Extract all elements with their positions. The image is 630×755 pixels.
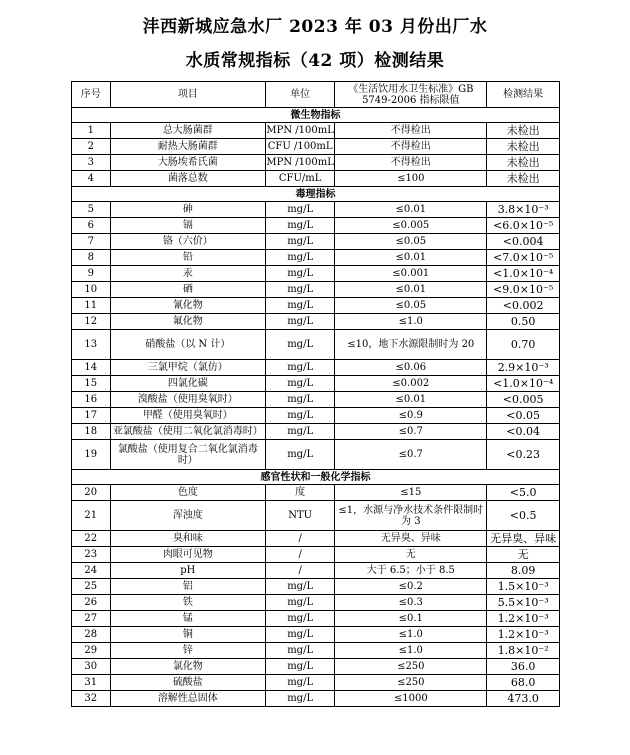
cell-item: 汞: [110, 266, 265, 282]
cell-limit: ≤100: [335, 171, 487, 187]
cell-no: 25: [72, 579, 111, 595]
cell-unit: /: [266, 563, 335, 579]
cell-unit: mg/L: [266, 282, 335, 298]
cell-no: 9: [72, 266, 111, 282]
cell-item: 色度: [110, 485, 265, 501]
cell-no: 19: [72, 440, 111, 470]
cell-no: 13: [72, 330, 111, 360]
section-title: 毒理指标: [72, 187, 560, 202]
cell-unit: mg/L: [266, 627, 335, 643]
cell-no: 2: [72, 139, 111, 155]
table-row: [72, 595, 560, 611]
table-row: [72, 531, 560, 547]
table-row: [72, 250, 560, 266]
table-row: [72, 485, 560, 501]
header-item: 项目: [110, 82, 265, 108]
cell-unit: mg/L: [266, 376, 335, 392]
table-row: [72, 691, 560, 707]
cell-item: 三氯甲烷（氯仿）: [110, 360, 265, 376]
cell-item: 砷: [110, 202, 265, 218]
cell-result: <6.0×10⁻⁵: [487, 218, 560, 234]
section-row: [72, 108, 560, 123]
cell-item: 硫酸盐: [110, 675, 265, 691]
cell-unit: CFU/mL: [266, 171, 335, 187]
cell-limit: ≤10，地下水源限制时为 20: [335, 330, 487, 360]
cell-result: 无: [487, 547, 560, 563]
cell-unit: mg/L: [266, 611, 335, 627]
cell-item: 硒: [110, 282, 265, 298]
cell-limit: ≤0.7: [335, 440, 487, 470]
cell-unit: CFU /100mL: [266, 139, 335, 155]
cell-no: 1: [72, 123, 111, 139]
cell-item: 臭和味: [110, 531, 265, 547]
cell-result: <0.04: [487, 424, 560, 440]
cell-result: 0.50: [487, 314, 560, 330]
table-row: [72, 155, 560, 171]
cell-item: 铜: [110, 627, 265, 643]
cell-result: 68.0: [487, 675, 560, 691]
table-row: [72, 266, 560, 282]
cell-item: 锌: [110, 643, 265, 659]
cell-unit: mg/L: [266, 675, 335, 691]
cell-item: 菌落总数: [110, 171, 265, 187]
cell-no: 18: [72, 424, 111, 440]
cell-limit: ≤0.002: [335, 376, 487, 392]
cell-item: 浑浊度: [110, 501, 265, 531]
table-row: [72, 202, 560, 218]
cell-no: 7: [72, 234, 111, 250]
cell-limit: ≤0.01: [335, 392, 487, 408]
cell-unit: mg/L: [266, 659, 335, 675]
cell-unit: 度: [266, 485, 335, 501]
cell-no: 16: [72, 392, 111, 408]
cell-result: 未检出: [487, 123, 560, 139]
cell-no: 27: [72, 611, 111, 627]
table-row: [72, 501, 560, 531]
table-header-row: [72, 82, 560, 108]
cell-result: 无异臭、异味: [487, 531, 560, 547]
cell-unit: mg/L: [266, 392, 335, 408]
table-row: [72, 376, 560, 392]
cell-no: 5: [72, 202, 111, 218]
section-title: 感官性状和一般化学指标: [72, 470, 560, 485]
cell-no: 24: [72, 563, 111, 579]
table-row: [72, 123, 560, 139]
cell-item: 四氯化碳: [110, 376, 265, 392]
cell-limit: ≤0.7: [335, 424, 487, 440]
cell-result: 36.0: [487, 659, 560, 675]
cell-result: 3.8×10⁻³: [487, 202, 560, 218]
table-row: [72, 330, 560, 360]
cell-item: 锰: [110, 611, 265, 627]
table-row: [72, 627, 560, 643]
cell-result: 1.2×10⁻³: [487, 627, 560, 643]
cell-no: 26: [72, 595, 111, 611]
table-row: [72, 234, 560, 250]
cell-result: <1.0×10⁻⁴: [487, 376, 560, 392]
table-row: [72, 282, 560, 298]
cell-unit: MPN /100mL: [266, 123, 335, 139]
cell-result: 未检出: [487, 171, 560, 187]
cell-item: 亚氯酸盐（使用二氧化氯消毒时）: [110, 424, 265, 440]
cell-unit: NTU: [266, 501, 335, 531]
cell-unit: mg/L: [266, 218, 335, 234]
cell-limit: ≤0.01: [335, 282, 487, 298]
cell-result: 未检出: [487, 139, 560, 155]
table-row: [72, 675, 560, 691]
cell-item: 溴酸盐（使用臭氧时）: [110, 392, 265, 408]
cell-result: <7.0×10⁻⁵: [487, 250, 560, 266]
cell-result: 1.5×10⁻³: [487, 579, 560, 595]
cell-result: 0.70: [487, 330, 560, 360]
cell-limit: ≤0.001: [335, 266, 487, 282]
cell-result: <9.0×10⁻⁵: [487, 282, 560, 298]
cell-item: pH: [110, 563, 265, 579]
table-row: [72, 424, 560, 440]
cell-unit: mg/L: [266, 298, 335, 314]
table-row: [72, 611, 560, 627]
cell-limit: ≤0.06: [335, 360, 487, 376]
table-row: [72, 547, 560, 563]
cell-no: 29: [72, 643, 111, 659]
table-row: [72, 360, 560, 376]
cell-unit: /: [266, 547, 335, 563]
cell-unit: mg/L: [266, 579, 335, 595]
cell-unit: mg/L: [266, 360, 335, 376]
cell-no: 21: [72, 501, 111, 531]
cell-no: 22: [72, 531, 111, 547]
cell-limit: ≤250: [335, 659, 487, 675]
table-row: [72, 314, 560, 330]
cell-result: <0.002: [487, 298, 560, 314]
cell-item: 铝: [110, 579, 265, 595]
table-row: [72, 643, 560, 659]
cell-unit: mg/L: [266, 330, 335, 360]
cell-limit: ≤1000: [335, 691, 487, 707]
cell-item: 总大肠菌群: [110, 123, 265, 139]
cell-no: 30: [72, 659, 111, 675]
water-quality-table: [71, 81, 560, 707]
cell-limit: ≤250: [335, 675, 487, 691]
cell-limit: ≤0.9: [335, 408, 487, 424]
section-title: 微生物指标: [72, 108, 560, 123]
cell-limit: ≤1，水源与净水技术条件限制时为 3: [335, 501, 487, 531]
cell-unit: /: [266, 531, 335, 547]
cell-limit: ≤1.0: [335, 643, 487, 659]
table-row: [72, 659, 560, 675]
cell-unit: mg/L: [266, 202, 335, 218]
cell-limit: ≤15: [335, 485, 487, 501]
cell-unit: mg/L: [266, 314, 335, 330]
table-row: [72, 579, 560, 595]
cell-result: 未检出: [487, 155, 560, 171]
cell-limit: ≤0.05: [335, 234, 487, 250]
cell-limit: 无异臭、异味: [335, 531, 487, 547]
table-row: [72, 563, 560, 579]
document-title-line-2: 水质常规指标（42 项）检测结果: [185, 51, 445, 71]
cell-result: <5.0: [487, 485, 560, 501]
cell-result: <0.005: [487, 392, 560, 408]
cell-unit: mg/L: [266, 643, 335, 659]
cell-result: <0.05: [487, 408, 560, 424]
cell-limit: ≤0.05: [335, 298, 487, 314]
cell-result: 1.2×10⁻³: [487, 611, 560, 627]
cell-limit: ≤0.005: [335, 218, 487, 234]
header-no: 序号: [72, 82, 111, 108]
cell-limit: ≤0.2: [335, 579, 487, 595]
cell-result: 2.9×10⁻³: [487, 360, 560, 376]
cell-limit: 不得检出: [335, 139, 487, 155]
cell-item: 镉: [110, 218, 265, 234]
cell-limit: ≤0.01: [335, 250, 487, 266]
cell-item: 氰化物: [110, 298, 265, 314]
cell-result: 1.8×10⁻²: [487, 643, 560, 659]
section-row: [72, 470, 560, 485]
header-limit: 《生活饮用水卫生标准》GB 5749-2006 指标限值: [335, 82, 487, 108]
cell-no: 4: [72, 171, 111, 187]
cell-item: 耐热大肠菌群: [110, 139, 265, 155]
cell-item: 溶解性总固体: [110, 691, 265, 707]
cell-no: 10: [72, 282, 111, 298]
cell-limit: 大于 6.5；小于 8.5: [335, 563, 487, 579]
cell-no: 11: [72, 298, 111, 314]
table-row: [72, 218, 560, 234]
cell-result: <0.23: [487, 440, 560, 470]
cell-result: 473.0: [487, 691, 560, 707]
cell-limit: 无: [335, 547, 487, 563]
cell-unit: mg/L: [266, 234, 335, 250]
cell-limit: 不得检出: [335, 123, 487, 139]
cell-result: 5.5×10⁻³: [487, 595, 560, 611]
cell-item: 铁: [110, 595, 265, 611]
table-row: [72, 139, 560, 155]
cell-unit: mg/L: [266, 250, 335, 266]
table-row: [72, 408, 560, 424]
cell-no: 6: [72, 218, 111, 234]
cell-unit: mg/L: [266, 266, 335, 282]
cell-limit: ≤1.0: [335, 627, 487, 643]
table-row: [72, 392, 560, 408]
cell-limit: ≤1.0: [335, 314, 487, 330]
document-title-line-1: 沣西新城应急水厂 2023 年 03 月份出厂水: [142, 17, 488, 37]
cell-item: 甲醛（使用臭氧时）: [110, 408, 265, 424]
cell-result: <1.0×10⁻⁴: [487, 266, 560, 282]
cell-unit: mg/L: [266, 424, 335, 440]
cell-no: 20: [72, 485, 111, 501]
cell-unit: mg/L: [266, 595, 335, 611]
header-result: 检测结果: [487, 82, 560, 108]
cell-no: 15: [72, 376, 111, 392]
cell-result: <0.5: [487, 501, 560, 531]
cell-unit: mg/L: [266, 440, 335, 470]
cell-limit: ≤0.3: [335, 595, 487, 611]
cell-limit: ≤0.1: [335, 611, 487, 627]
cell-no: 3: [72, 155, 111, 171]
cell-unit: mg/L: [266, 408, 335, 424]
cell-no: 14: [72, 360, 111, 376]
cell-no: 23: [72, 547, 111, 563]
cell-item: 铬（六价）: [110, 234, 265, 250]
table-row: [72, 171, 560, 187]
cell-item: 大肠埃希氏菌: [110, 155, 265, 171]
cell-no: 32: [72, 691, 111, 707]
cell-result: <0.004: [487, 234, 560, 250]
table-body: [72, 108, 560, 707]
cell-item: 硝酸盐（以 N 计）: [110, 330, 265, 360]
header-unit: 单位: [266, 82, 335, 108]
cell-limit: ≤0.01: [335, 202, 487, 218]
cell-no: 12: [72, 314, 111, 330]
cell-unit: mg/L: [266, 691, 335, 707]
cell-no: 8: [72, 250, 111, 266]
table-row: [72, 298, 560, 314]
cell-unit: MPN /100mL: [266, 155, 335, 171]
cell-result: 8.09: [487, 563, 560, 579]
cell-item: 肉眼可见物: [110, 547, 265, 563]
cell-item: 氯化物: [110, 659, 265, 675]
cell-limit: 不得检出: [335, 155, 487, 171]
table-row: [72, 440, 560, 470]
cell-item: 铅: [110, 250, 265, 266]
cell-no: 31: [72, 675, 111, 691]
section-row: [72, 187, 560, 202]
cell-item: 氯酸盐（使用复合二氧化氯消毒时）: [110, 440, 265, 470]
cell-no: 17: [72, 408, 111, 424]
cell-no: 28: [72, 627, 111, 643]
cell-item: 氟化物: [110, 314, 265, 330]
